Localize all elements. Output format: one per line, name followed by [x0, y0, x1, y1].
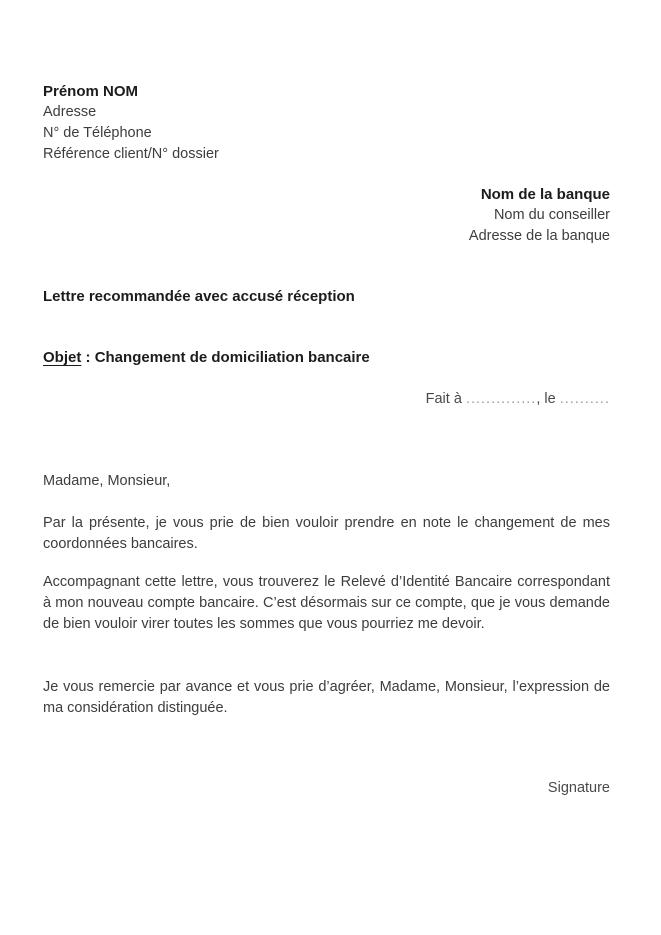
date-middle: , le [536, 391, 560, 407]
advisor-name: Nom du conseiller [493, 207, 610, 223]
sender-address: Adresse [43, 104, 97, 120]
date-line [426, 389, 610, 410]
subject-text: Changement de domiciliation bancaire [94, 349, 370, 366]
subject-separator: : [81, 349, 95, 366]
subject-line [43, 347, 370, 368]
subject-label: Objet [43, 349, 82, 366]
date-blank: .......... [559, 391, 610, 407]
signature-label: Signature [547, 780, 610, 796]
registered-notice: Lettre recommandée avec accusé réception [43, 288, 355, 305]
bank-name: Nom de la banque [480, 186, 610, 203]
paragraph-2: Accompagnant cette lettre, vous trouverez le Relevé d’Identité Bancaire correspondant à mon nouveau compte bancaire. C’est désormais sur ce compte, que je vous demande de bien vouloir virer toutes les sommes que vous pourriez me devoir. [43, 574, 610, 632]
paragraph-1: Par la présente, je vous prie de bien vouloir prendre en note le changement de mes coordonnées bancaires. [43, 515, 610, 552]
sender-block [43, 81, 219, 165]
recipient-block [469, 184, 610, 247]
paragraph-3: Je vous remercie par avance et vous prie d’agréer, Madame, Monsieur, l’expression de ma considération distinguée. [43, 679, 610, 716]
sender-name: Prénom NOM [43, 83, 139, 100]
place-blank: .............. [465, 391, 537, 407]
date-prefix: Fait à [425, 391, 466, 407]
sender-reference: Référence client/N° dossier [43, 146, 219, 162]
sender-phone: N° de Téléphone [43, 125, 152, 141]
bank-address: Adresse de la banque [468, 228, 610, 244]
salutation: Madame, Monsieur, [43, 473, 171, 489]
